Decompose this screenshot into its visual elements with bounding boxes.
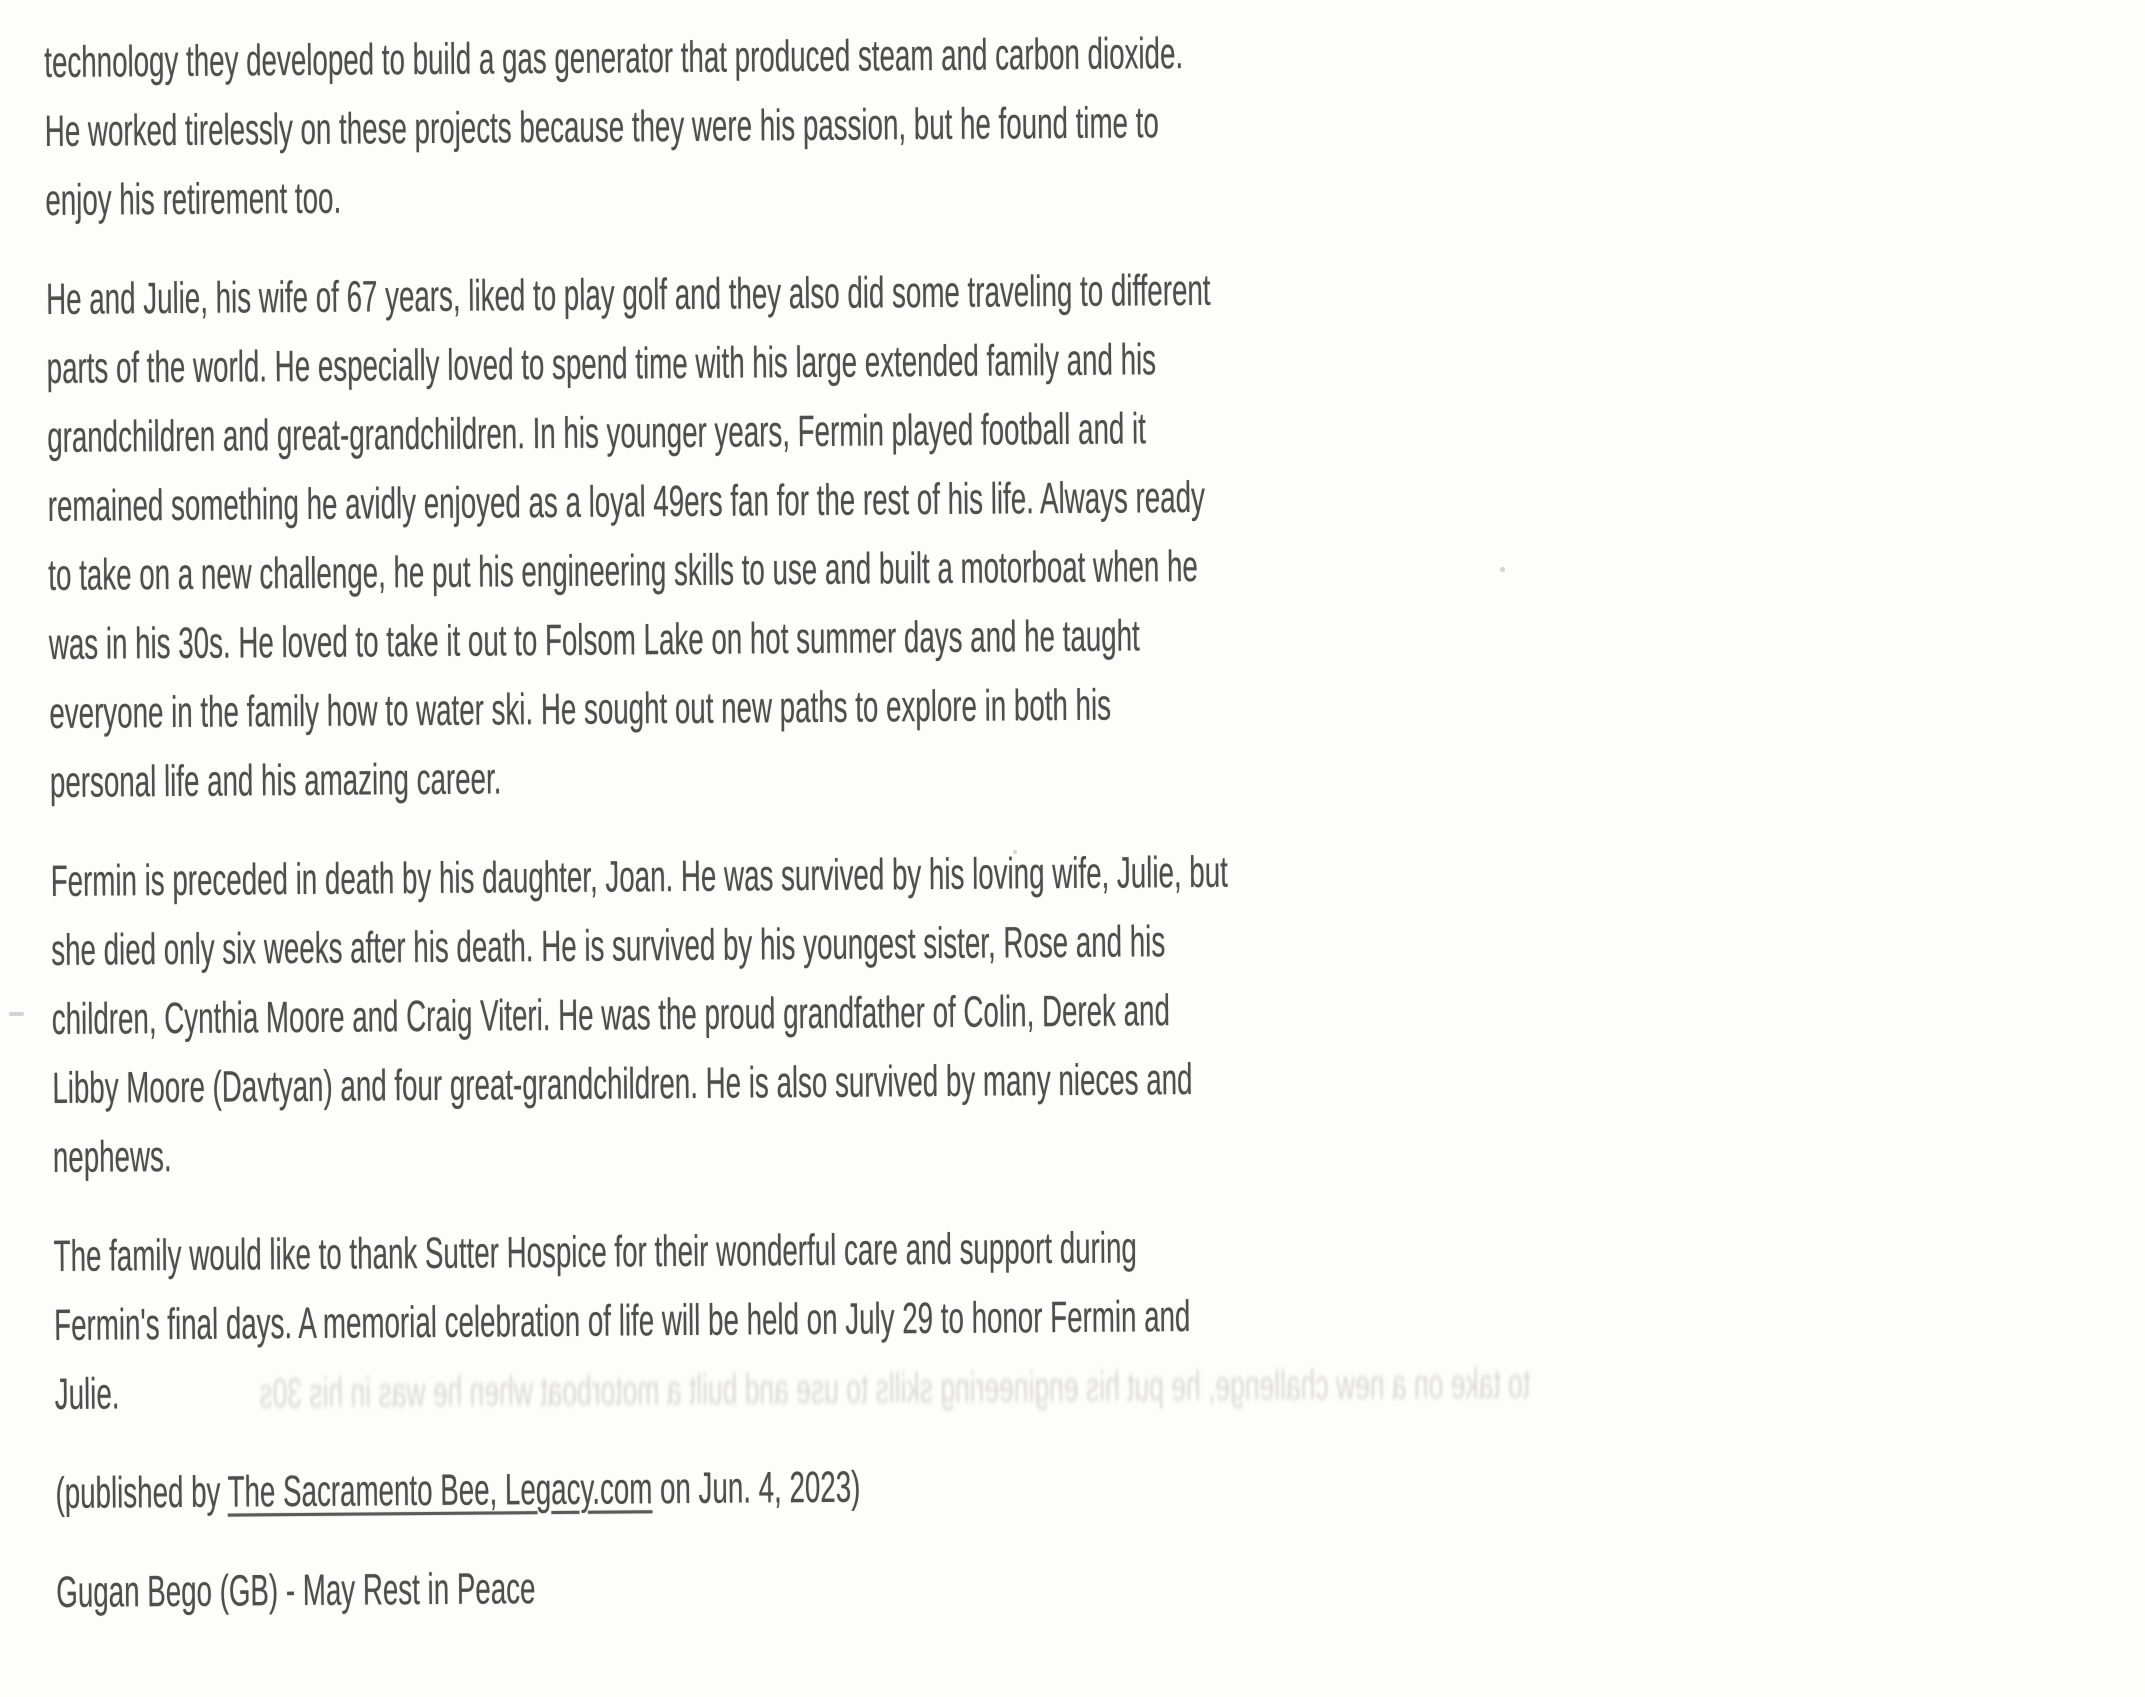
closing-line: Gugan Bego (GB) - May Rest in Peace [56,1564,536,1617]
text-line: she died only six weeks after his death. He is survived by his youngest sister, Rose and his [51,917,1166,975]
obituary-text-column [44,16,1569,1657]
publication-credit [55,1447,1567,1528]
paragraph-retirement [44,16,1558,235]
text-line: Fermin's final days. A memorial celebration of life will be held on July 29 to honor Fermin and [53,1292,1191,1350]
text-line: grandchildren and great-grandchildren. In his younger years, Fermin played football and it [47,404,1147,462]
text-line: enjoy his retirement too. [45,173,342,225]
closing-tribute [56,1546,1568,1627]
text-line: He worked tirelessly on these projects because they were his passion, but he found time to [44,98,1159,156]
sacramento-bee-legacy-link[interactable]: The Sacramento Bee, Legacy.com [227,1464,653,1517]
text-line: remained something he avidly enjoyed as a loyal 49ers fan for the rest of his life. Always ready [47,472,1206,531]
text-line: everyone in the family how to water ski. He sought out new paths to explore in both his [49,680,1112,738]
scan-speck [9,1012,24,1016]
text-line: nephews. [52,1132,172,1182]
publication-line [55,1447,1567,1528]
bleedthrough-ghost-text: to take on a new challenge, he put his engineering skills to use and built a motorboat when he was in his 30s [259,1359,1531,1417]
paragraph-survivors [50,835,1565,1192]
text-line: to take on a new challenge, he put his engineering skills to use and built a motorboat when he [48,541,1199,600]
text-line: The family would like to thank Sutter Hospice for their wonderful care and support during [53,1223,1137,1281]
text-line: Fermin is preceded in death by his daughter, Joan. He was survived by his loving wife, Julie, but [50,847,1229,906]
text-line: Julie. [54,1369,120,1419]
text-line: personal life and his amazing career. [49,754,502,807]
text-line: He and Julie, his wife of 67 years, liked to play golf and they also did some traveling to different [45,265,1211,324]
publication-prefix: (published by [55,1467,228,1518]
text-line: was in his 30s. He loved to take it out to Folsom Lake on hot summer days and he taught [48,611,1140,669]
text-line: technology they developed to build a gas generator that produced steam and carbon dioxide. [44,29,1184,87]
paragraph-family-hobbies [46,253,1562,817]
publication-suffix: on Jun. 4, 2023) [652,1462,861,1514]
scan-speck [1500,567,1505,572]
scan-speck [1013,850,1017,854]
text-line: children, Cynthia Moore and Craig Viteri. He was the proud grandfather of Colin, Derek and [51,986,1171,1044]
text-line: Libby Moore (Davtyan) and four great-grandchildren. He is also survived by many nieces and [52,1055,1193,1113]
text-line: parts of the world. He especially loved to spend time with his large extended family and his [46,335,1157,393]
